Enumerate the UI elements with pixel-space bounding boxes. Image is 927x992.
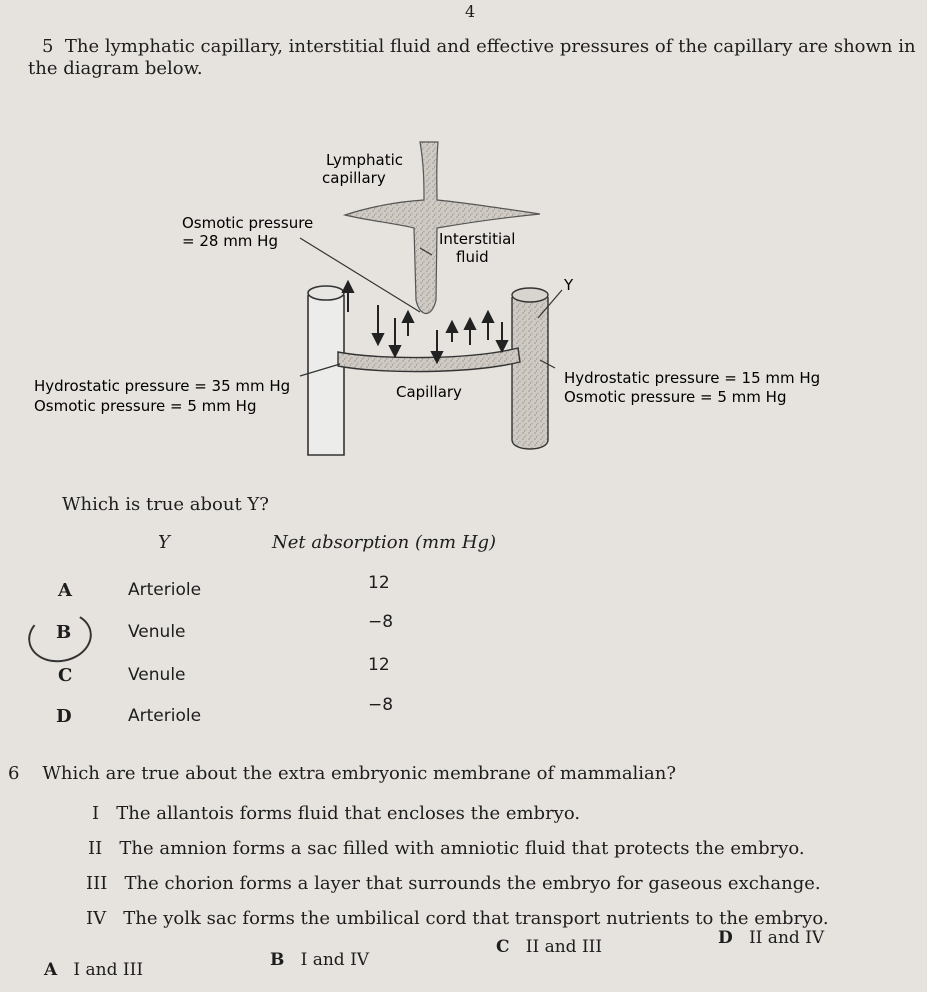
lymphatic-label-1: Lymphatic bbox=[326, 151, 403, 169]
left-vessel-opening bbox=[308, 286, 344, 300]
q6-answer-c-text: II and III bbox=[525, 937, 603, 957]
q6-number: 6 bbox=[8, 763, 20, 784]
q5-option-b-letter[interactable]: B bbox=[56, 622, 72, 643]
hydro-left: Hydrostatic pressure = 35 mm Hg bbox=[34, 377, 291, 395]
q5-option-d-y: Arteriole bbox=[128, 706, 202, 726]
q5-option-b-y: Venule bbox=[128, 622, 186, 642]
q5-option-c-net: 12 bbox=[368, 655, 390, 675]
interstitial-label-1: Interstitial bbox=[439, 230, 516, 248]
q6-answer-d[interactable] bbox=[718, 928, 824, 948]
q6-question bbox=[8, 763, 676, 784]
q5-option-d-letter[interactable]: D bbox=[56, 706, 72, 727]
q6-statement-iii bbox=[86, 873, 821, 894]
q5-text-line2: the diagram below. bbox=[28, 58, 203, 79]
q6-statement-iv-text: The yolk sac forms the umbilical cord that transport nutrients to the embryo. bbox=[123, 908, 829, 929]
capillary-shape bbox=[338, 348, 520, 372]
q6-answer-a-letter: A bbox=[44, 960, 58, 980]
lymphatic-label-2: capillary bbox=[322, 169, 386, 187]
q5-number: 5 bbox=[42, 36, 54, 57]
page-number: 4 bbox=[465, 2, 476, 21]
right-vessel-y bbox=[512, 297, 548, 449]
y-label: Y bbox=[564, 276, 574, 294]
q5-option-a-letter[interactable]: A bbox=[58, 580, 72, 601]
q5-option-a-y: Arteriole bbox=[128, 580, 202, 600]
q6-answer-b-letter: B bbox=[270, 950, 285, 970]
q6-answer-d-text: II and IV bbox=[748, 928, 825, 948]
q6-statement-iii-text: The chorion forms a layer that surrounds the embryo for gaseous exchange. bbox=[124, 873, 821, 894]
q5-option-b-net: −8 bbox=[368, 612, 394, 632]
q6-statement-ii bbox=[88, 838, 805, 859]
q6-statement-i bbox=[92, 803, 580, 824]
interstitial-label-2: fluid bbox=[456, 248, 489, 266]
osmo-right: Osmotic pressure = 5 mm Hg bbox=[564, 388, 787, 406]
q6-statement-iii-num: III bbox=[86, 873, 108, 894]
osmotic-left-1: Osmotic pressure bbox=[182, 214, 314, 232]
q6-answer-c-letter: C bbox=[496, 937, 510, 957]
q6-answer-a-text: I and III bbox=[73, 960, 144, 980]
q5-option-c-letter[interactable]: C bbox=[58, 665, 73, 686]
lymphatic-diagram bbox=[0, 0, 927, 480]
osmo-left: Osmotic pressure = 5 mm Hg bbox=[34, 397, 257, 415]
q6-answer-b-text: I and IV bbox=[300, 950, 370, 970]
capillary-label: Capillary bbox=[396, 383, 462, 401]
osmotic-left-2: = 28 mm Hg bbox=[182, 232, 278, 250]
q6-answer-b[interactable] bbox=[270, 950, 369, 970]
q6-statement-iv bbox=[86, 908, 829, 929]
col-y-header: Y bbox=[158, 532, 170, 553]
q5-option-a-net: 12 bbox=[368, 573, 390, 593]
q5-question: Which is true about Y? bbox=[62, 494, 269, 515]
q6-statement-ii-text: The amnion forms a sac filled with amniotic fluid that protects the embryo. bbox=[119, 838, 805, 859]
q6-stem: Which are true about the extra embryonic membrane of mammalian? bbox=[42, 763, 677, 784]
right-vessel-opening bbox=[512, 288, 548, 302]
q5-option-d-net: −8 bbox=[368, 695, 394, 715]
q6-answer-d-letter: D bbox=[718, 928, 733, 948]
q6-statement-i-num: I bbox=[92, 803, 100, 824]
col-net-header: Net absorption (mm Hg) bbox=[272, 532, 497, 553]
q6-answer-a[interactable] bbox=[44, 960, 143, 980]
q6-statement-ii-num: II bbox=[88, 838, 103, 859]
q5-option-c-y: Venule bbox=[128, 665, 186, 685]
q5-stem-1: The lymphatic capillary, interstitial fluid and effective pressures of the capillary are shown in bbox=[64, 36, 916, 57]
q6-statement-iv-num: IV bbox=[86, 908, 107, 929]
hydro-right: Hydrostatic pressure = 15 mm Hg bbox=[564, 369, 821, 387]
q6-answer-c[interactable] bbox=[496, 937, 602, 957]
q6-statement-i-text: The allantois forms fluid that encloses the embryo. bbox=[116, 803, 581, 824]
left-vessel bbox=[308, 295, 344, 455]
